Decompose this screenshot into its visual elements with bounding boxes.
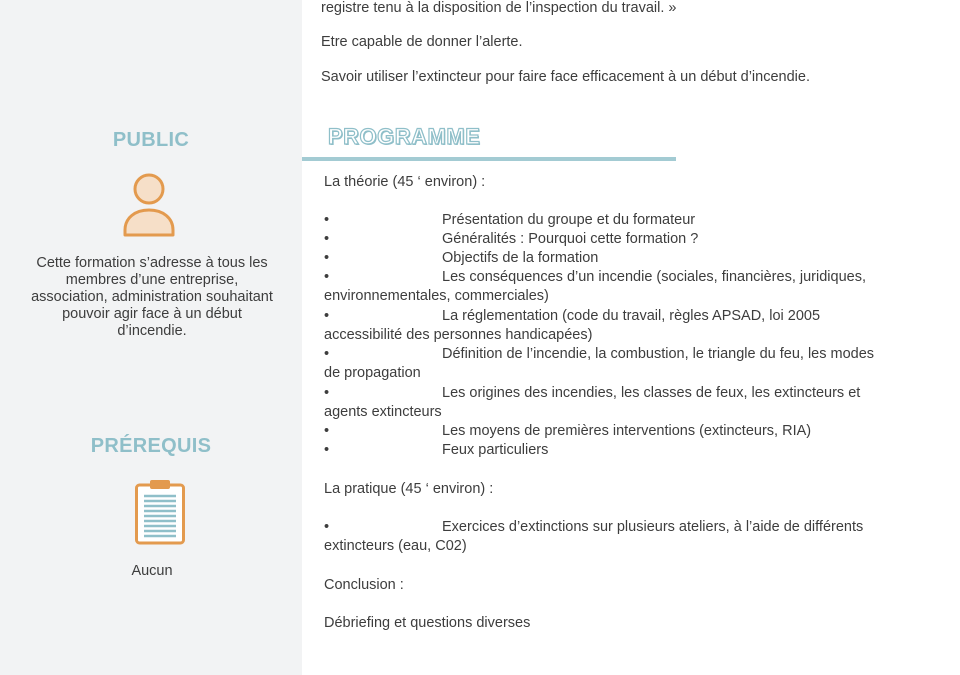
- practice-heading: La pratique (45 ‘ environ) :: [324, 481, 494, 497]
- bullet: •: [324, 308, 330, 324]
- intro-line-2: Etre capable de donner l’alerte.: [321, 34, 523, 50]
- list-item-continuation: agents extincteurs: [324, 404, 442, 420]
- bullet: •: [324, 423, 330, 439]
- list-item: • Présentation du groupe et du formateur: [324, 212, 696, 228]
- list-item: • Exercices d’extinctions sur plusieurs ateliers, à l’aide de différents: [324, 519, 864, 535]
- bullet: •: [324, 346, 330, 362]
- theory-heading: La théorie (45 ‘ environ) :: [324, 174, 486, 190]
- bullet: •: [324, 212, 330, 228]
- bullet: •: [324, 385, 330, 401]
- bullet: •: [324, 519, 330, 535]
- list-item-continuation: accessibilité des personnes handicapées): [324, 327, 593, 343]
- list-item-continuation: extincteurs (eau, C02): [324, 538, 467, 554]
- sidebar: [0, 0, 302, 675]
- conclusion-heading: Conclusion :: [324, 577, 404, 593]
- list-item: • Définition de l’incendie, la combustion, le triangle du feu, les modes: [324, 346, 875, 362]
- list-item: • Feux particuliers: [324, 442, 549, 458]
- bullet: •: [324, 269, 330, 285]
- bullet: •: [324, 231, 330, 247]
- public-description: Cette formation s’adresse à tous les membres d’une entreprise, association, administration souhaitant pouvoir agir face à un début d’incendie.: [31, 255, 273, 339]
- clipboard-icon: [134, 478, 186, 551]
- list-item: • Les moyens de premières interventions (extincteurs, RIA): [324, 423, 812, 439]
- bullet: •: [324, 442, 330, 458]
- list-item-continuation: environnementales, commerciales): [324, 288, 549, 304]
- main-content: [302, 0, 960, 675]
- prereq-value: Aucun: [131, 563, 173, 579]
- list-item: • Les conséquences d’un incendie (sociales, financières, juridiques,: [324, 269, 866, 285]
- programme-title: PROGRAMME: [328, 124, 481, 149]
- list-item-continuation: de propagation: [324, 365, 421, 381]
- list-item: • Objectifs de la formation: [324, 250, 599, 266]
- programme-divider: [302, 157, 676, 161]
- person-icon: [122, 172, 176, 243]
- list-item: • Généralités : Pourquoi cette formation ?: [324, 231, 699, 247]
- public-title: PUBLIC: [112, 129, 190, 151]
- list-item: • La réglementation (code du travail, règles APSAD, loi 2005: [324, 308, 821, 324]
- conclusion-text: Débriefing et questions diverses: [324, 615, 531, 631]
- intro-line-3: Savoir utiliser l’extincteur pour faire face efficacement à un début d’incendie.: [321, 69, 810, 85]
- list-item: • Les origines des incendies, les classes de feux, les extincteurs et: [324, 385, 861, 401]
- bullet: •: [324, 250, 330, 266]
- prereq-title: PRÉREQUIS: [90, 435, 212, 457]
- intro-line-1: registre tenu à la disposition de l’inspection du travail. »: [321, 0, 677, 16]
